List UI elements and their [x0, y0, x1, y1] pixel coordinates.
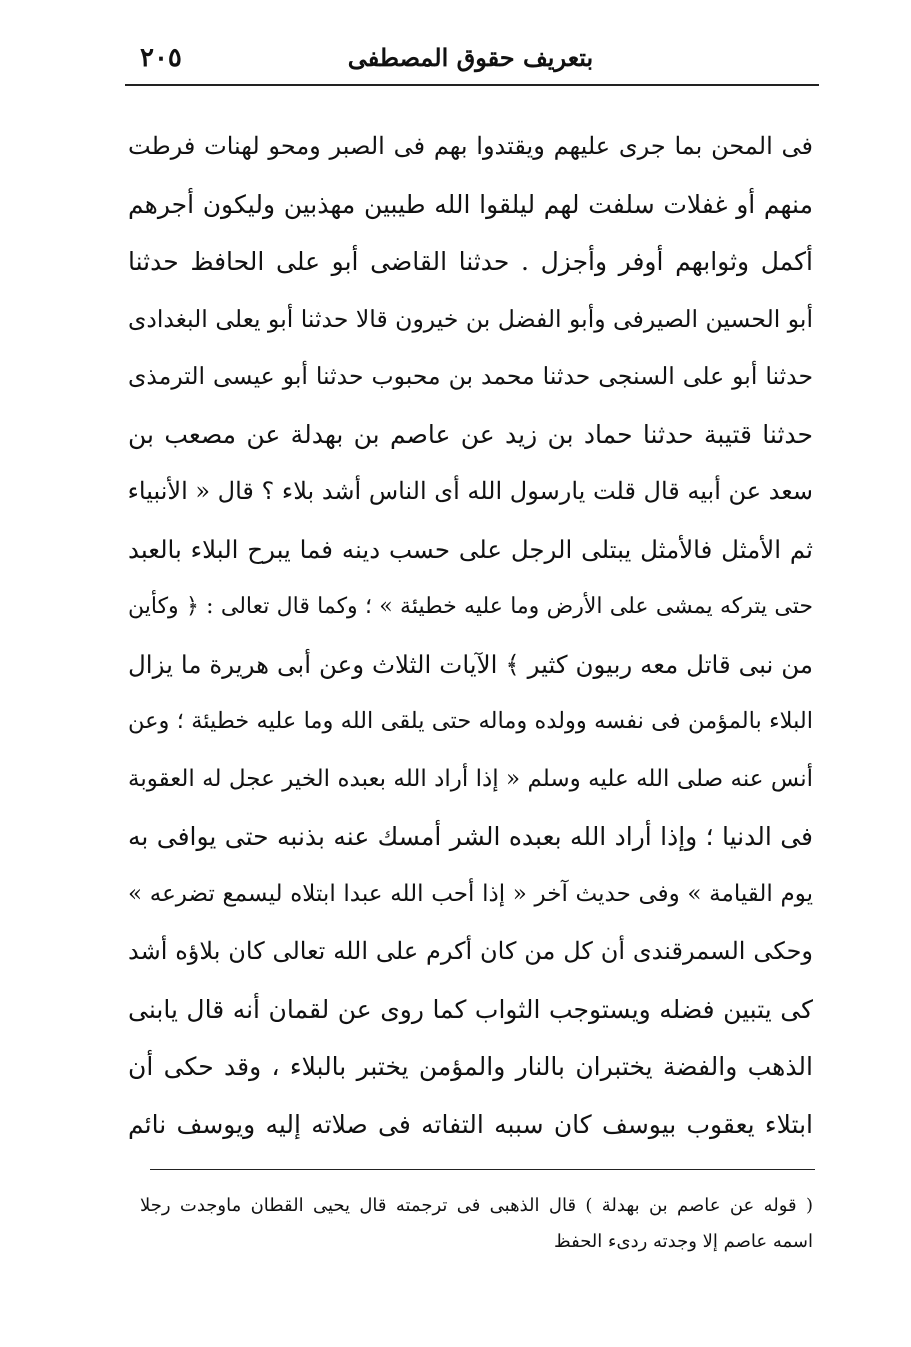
text-line: كى يتبين فضله ويستوجب الثواب كما روى عن لقمان أنه قال يابنى	[128, 994, 813, 1024]
text-line: سعد عن أبيه قال قلت يارسول الله أى الناس أشد بلاء ؟ قال « الأنبياء	[128, 477, 813, 505]
text-line: أكمل وثوابهم أوفر وأجزل . حدثنا القاضى أبو على الحافظ حدثنا	[128, 247, 813, 276]
text-line: من نبى قاتل معه ربيون كثير ﴾ الآيات الثلاث وعن أبى هريرة ما يزال	[128, 649, 813, 679]
footnote-rule	[150, 1169, 815, 1170]
header-rule	[125, 84, 819, 86]
running-title: بتعريف حقوق المصطفى	[347, 43, 594, 72]
text-line: ثم الأمثل فالأمثل يبتلى الرجل على حسب دينه فما يبرح البلاء بالعبد	[128, 534, 813, 564]
text-line: أنس عنه صلى الله عليه وسلم « إذا أراد الله بعبده الخير عجل له العقوبة	[128, 765, 813, 792]
footnotes	[140, 1188, 813, 1260]
page-header	[120, 38, 821, 82]
text-line: ابتلاء يعقوب بيوسف كان سببه التفاته فى صلاته إليه ويوسف نائم	[128, 1109, 813, 1139]
text-line: يوم القيامة » وفى حديث آخر « إذا أحب الله عبدا ابتلاه ليسمع تضرعه »	[128, 880, 813, 907]
text-line: أبو الحسين الصيرفى وأبو الفضل بن خيرون قالا حدثنا أبو يعلى البغدادى	[128, 304, 813, 333]
text-line: فى الدنيا ؛ وإذا أراد الله بعبده الشر أمسك عنه بذنبه حتى يوافى به	[128, 822, 813, 851]
text-line: حدثنا أبو على السنجى حدثنا محمد بن محبوب حدثنا أبو عيسى الترمذى	[128, 362, 813, 390]
text-line: حدثنا قتيبة حدثنا حماد بن زيد عن عاصم بن بهدلة عن مصعب بن	[128, 419, 813, 449]
text-line: وحكى السمرقندى أن كل من كان أكرم على الله تعالى كان بلاؤه أشد	[128, 937, 813, 965]
text-line: منهم أو غفلات سلفت لهم ليلقوا الله طيبين مهذبين وليكون أجرهم	[128, 189, 813, 219]
text-line: البلاء بالمؤمن فى نفسه وولده وماله حتى يلقى الله وما عليه خطيئة ؛ وعن	[128, 708, 813, 734]
page-number: ٢٠٥	[140, 43, 182, 73]
footnote-line: ( قوله عن عاصم بن بهدلة ) قال الذهبى فى ترجمته قال يحيى القطان ماوجدت رجلا	[140, 1195, 813, 1216]
text-line: فى المحن بما جرى عليهم ويقتدوا بهم فى الصبر ومحو لهنات فرطت	[128, 132, 813, 160]
body-text	[128, 118, 813, 1153]
text-line: حتى يتركه يمشى على الأرض وما عليه خطيئة » ؛ وكما قال تعالى : ﴿ وكأين	[128, 594, 813, 619]
text-line: الذهب والفضة يختبران بالنار والمؤمن يختبر بالبلاء ، وقد حكى أن	[128, 1052, 813, 1081]
footnote-line: اسمه عاصم إلا وجدته ردىء الحفظ	[554, 1231, 813, 1252]
